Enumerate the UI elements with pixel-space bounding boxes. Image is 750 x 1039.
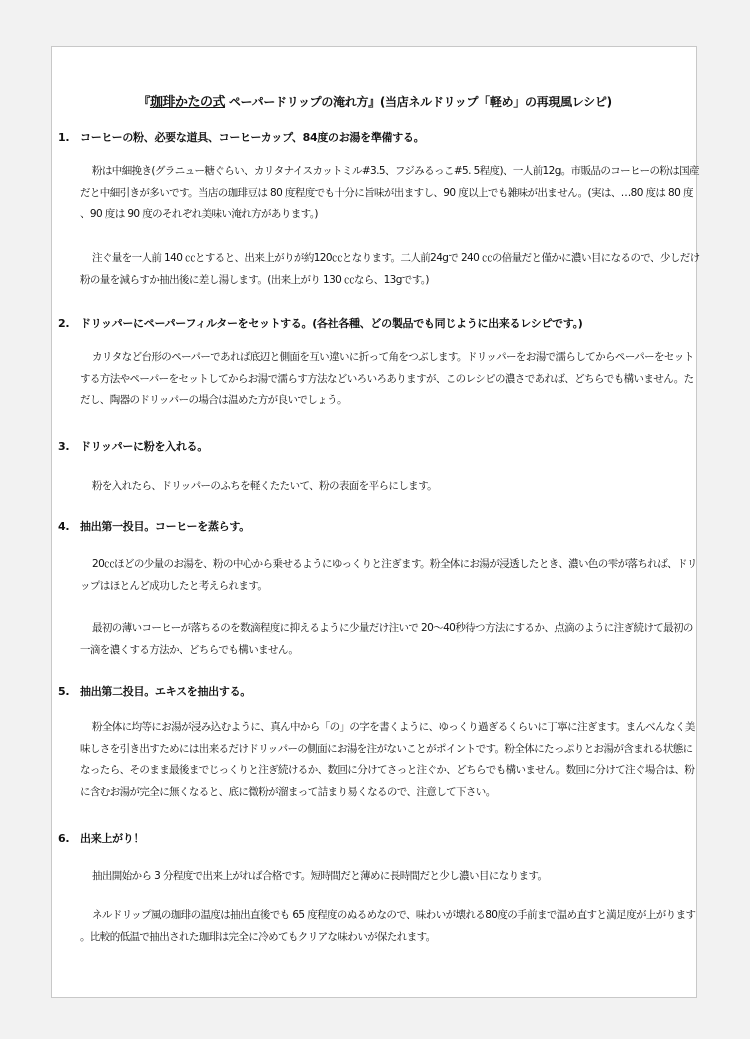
section-2-paragraph-1: カリタなど台形のペーパーであれば底辺と側面を互い違いに折って角をつぶします。ドリッパーをお湯で濡らしてからペーパーをセットする方法やペーパーをセットしてからお湯で濡らす方法などいろいろありますが、このレシピの濃さであれば、どちらでも構いません。ただし、陶器のドリッパーの場合は温めた方が良いでしょう。 xyxy=(80,351,694,406)
section-number: 2. xyxy=(58,317,70,330)
section-4-paragraph-2: 最初の薄いコーヒーが落ちるのを数滴程度に抑えるように少量だけ注いで 20～40秒待つ方法にするか、点滴のように注ぎ続けて最初の一滴を濃くする方法か、どちらでも構いません。 xyxy=(80,622,693,656)
section-number: 4. xyxy=(58,520,70,533)
section-number: 6. xyxy=(58,832,70,845)
section-2-heading xyxy=(58,315,583,331)
section-1-paragraph-2: 注ぐ量を一人前 140 ㏄とすると、出来上がりが約120㏄となります。二人前24gで 240 ㏄の倍量だと僅かに濃い目になるので、少しだけ粉の量を減らすか抽出後に差し湯します。(出来上がり 130 ㏄なら、13gです。) xyxy=(80,252,700,286)
section-title: 出来上がり！ xyxy=(80,832,145,845)
title-rest: ペーパードリップの淹れ方』(当店ネルドリップ「軽め」の再現風レシピ) xyxy=(228,95,612,109)
document-title xyxy=(52,91,698,110)
document-page xyxy=(51,46,700,998)
title-brand: 珈琲かたの式 xyxy=(149,95,225,110)
section-4-paragraph-1: 20㏄ほどの少量のお湯を、粉の中心から乗せるようにゆっくりと注ぎます。粉全体にお湯が浸透したとき、濃い色の雫が落ちれば、ドリップはほとんど成功したと考えられます。 xyxy=(80,558,697,592)
title-prefix: 『 xyxy=(138,95,150,109)
section-number: 3. xyxy=(58,440,70,453)
section-5-paragraph-1: 粉全体に均等にお湯が浸み込むように、真ん中から「の」の字を書くように、ゆっくり過ぎるくらいに丁寧に注ぎます。まんべんなく美味しさを引き出すためには出来るだけドリッパーの側面にお湯を注がないことがポイントです。粉全体にたっぷりとお湯が含まれる状態になったら、そのまま最後までじっくりと注ぎ続けるか、数回に分けてさっと注ぐか、どちらでも構いません。数回に分けて注ぐ場合は、粉に含むお湯が完全に無くなると、底に微粉が溜まって詰まり易くなるので、注意して下さい。 xyxy=(80,721,695,798)
section-title: ドリッパーに粉を入れる。 xyxy=(80,440,208,453)
section-number: 1. xyxy=(58,131,70,144)
section-4-heading xyxy=(58,518,250,534)
section-1-heading xyxy=(58,129,424,145)
section-title: 抽出第一投目。コーヒーを蒸らす。 xyxy=(80,520,250,533)
section-number: 5. xyxy=(58,685,70,698)
section-title: 抽出第二投目。エキスを抽出する。 xyxy=(80,685,251,698)
section-1-paragraph-1: 粉は中細挽き(グラニュー糖ぐらい、カリタナイスカットミル#3.5、フジみるっこ#5. 5程度)、一人前12g。市販品のコーヒーの粉は国産だと中細引きが多いです。当店の珈琲豆は 80 度程度でも十分に旨味が出ますし、90 度以上でも雑味が出ません。(実は、…80 度は 80 度、90 度は 90 度のそれぞれ美味い淹れ方があります。) xyxy=(80,165,699,220)
section-6-paragraph-2: ネルドリップ風の珈琲の温度は抽出直後でも 65 度程度のぬるめなので、味わいが壊れる80度の手前まで温め直すと満足度が上がります。比較的低温で抽出された珈琲は完全に冷めてもクリアな味わいが保たれます。 xyxy=(80,909,696,943)
section-6-heading xyxy=(58,830,144,846)
section-6-paragraph-1: 抽出開始から 3 分程度で出来上がれば合格です。短時間だと薄めに長時間だと少し濃い目になります。 xyxy=(92,870,548,882)
section-3-heading xyxy=(58,438,208,454)
section-5-heading xyxy=(58,683,251,699)
section-3-paragraph-1: 粉を入れたら、ドリッパーのふちを軽くたたいて、粉の表面を平らにします。 xyxy=(92,480,438,492)
section-title: コーヒーの粉、必要な道具、コーヒーカップ、84度のお湯を準備する。 xyxy=(80,131,425,144)
section-title: ドリッパーにペーパーフィルターをセットする。(各社各種、どの製品でも同じように出来るレシピです。) xyxy=(80,317,583,330)
